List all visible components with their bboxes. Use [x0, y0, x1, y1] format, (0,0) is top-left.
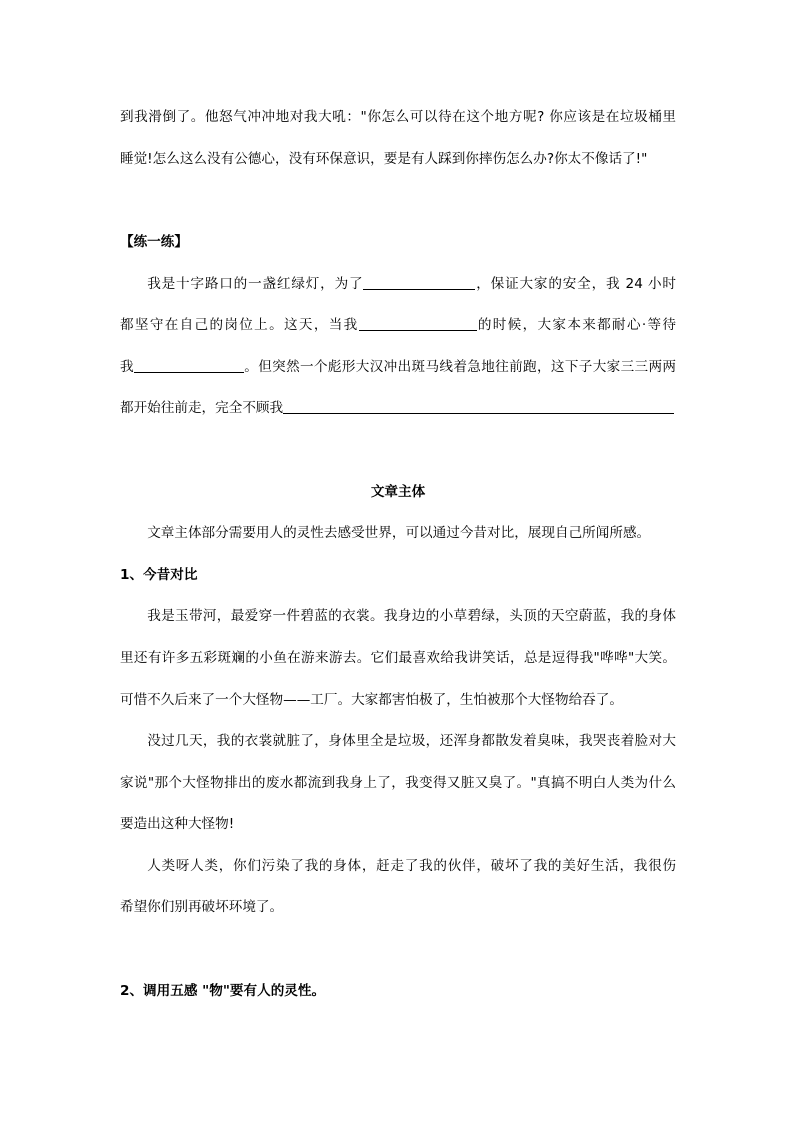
intro-line: 到我滑倒了。他怒气冲冲地对我大吼："你怎么可以待在这个地方呢? 你应该是在垃圾桶里 [120, 109, 676, 126]
paragraph-line: 我是玉带河，最爱穿一件碧蓝的衣裳。我身边的小草碧绿，头顶的天空蔚蓝，我的身体 [147, 608, 676, 625]
subsection-heading: 2、调用五感 "物"要有人的灵性。 [120, 982, 326, 999]
practice-text: 我是十字路口的一盏红绿灯，为了 [147, 275, 364, 292]
fill-in-blank [363, 275, 475, 290]
fill-in-blank [359, 317, 477, 332]
intro-line: 睡觉!怎么这么没有公德心，没有环保意识，要是有人踩到你摔伤怎么办?你太不像话了!" [120, 150, 648, 167]
practice-text: ，保证大家的安全，我 24 小时 [475, 275, 676, 292]
practice-text: 都开始往前走，完全不顾我 [120, 400, 284, 417]
document-body [120, 97, 676, 1012]
paragraph-line: 希望你们别再破坏环境了。 [120, 899, 284, 916]
fill-in-blank [283, 400, 674, 415]
subsection-heading: 1、今昔对比 [120, 566, 198, 583]
paragraph-line: 人类呀人类，你们污染了我的身体，赶走了我的伙伴，破坏了我的美好生活，我很伤 [147, 857, 676, 874]
fill-in-blank [134, 358, 244, 373]
practice-text: 我 [120, 358, 134, 375]
practice-text: 。但突然一个彪形大汉冲出斑马线着急地往前跑，这下子大家三三两两 [243, 358, 676, 375]
practice-line [120, 305, 676, 347]
paragraph-line: 里还有许多五彩斑斓的小鱼在游来游去。它们最喜欢给我讲笑话，总是逗得我"哗哗"大笑。 [120, 649, 676, 666]
section-intro: 文章主体部分需要用人的灵性去感受世界，可以通过今昔对比，展现自己所闻所感。 [147, 525, 651, 542]
paragraph-line: 可惜不久后来了一个大怪物——工厂。大家都害怕极了，生怕被那个大怪物给吞了。 [120, 691, 623, 708]
practice-text: 都坚守在自己的岗位上。这天，当我 [120, 317, 359, 334]
section-title: 文章主体 [370, 483, 426, 500]
blank-gap [120, 180, 676, 222]
practice-line [120, 388, 676, 430]
paragraph-line: 家说"那个大怪物排出的废水都流到我身上了，我变得又脏又臭了。"真搞不明白人类为什么 [120, 774, 676, 791]
practice-line [120, 264, 676, 306]
practice-line [120, 347, 676, 389]
practice-text: 的时候，大家本来都耐心·等待 [476, 317, 676, 334]
blank-gap [120, 430, 676, 472]
paragraph-line: 要造出这种大怪物! [120, 816, 235, 833]
practice-heading: 【练一练】 [120, 233, 188, 250]
paragraph-line: 没过几天，我的衣裳就脏了，身体里全是垃圾，还浑身都散发着臭味，我哭丧着脸对大 [147, 733, 676, 750]
blank-gap [120, 929, 676, 971]
